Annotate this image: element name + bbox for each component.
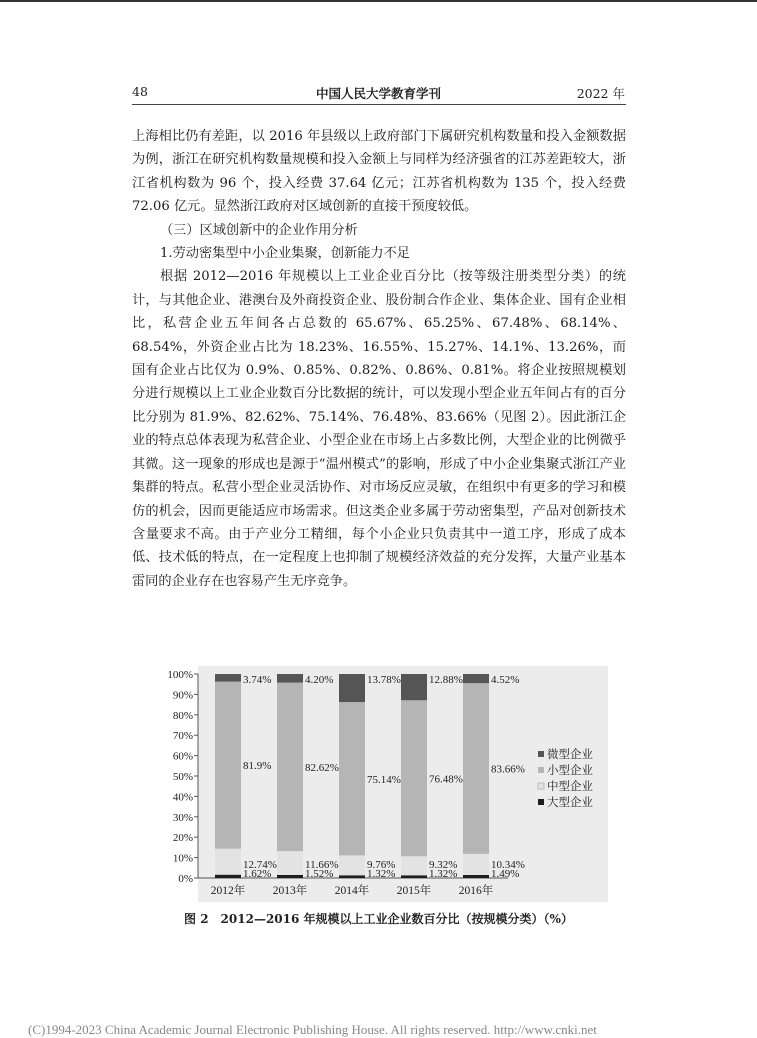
data-label: 4.52% [491, 674, 520, 686]
data-label: 9.32% [429, 859, 458, 871]
article-body [132, 125, 626, 593]
legend-swatch [538, 767, 544, 773]
page-number: 48 [132, 84, 148, 99]
bar-segment [215, 875, 241, 878]
y-tick-label: 10% [172, 852, 193, 865]
bar-segment [401, 700, 427, 856]
bar-segment [277, 683, 303, 852]
y-tick-label: 100% [167, 669, 193, 681]
data-label: 75.14% [367, 773, 401, 786]
stacked-bar-chart [160, 666, 608, 902]
data-label: 83.66% [491, 763, 525, 776]
data-label: 12.74% [243, 859, 277, 871]
bar-segment [339, 702, 365, 855]
x-tick-label: 2014年 [334, 885, 370, 897]
paragraph-2: 根据 2012—2016 年规模以上工业企业百分比（按等级注册类型分类）的统计，与其他企业、港澳台及外商投资企业、股份制合作企业、集体企业、国有企业相比，私营企业五年间各占总数的 65.67%、65.25%、67.48%、68.14%、68.54%，外资企业占比为 18.23%、16.55%、15.27%、14.1%、13.26%，而国有企业占比仅为 0.9%、0.85%、0.82%、0.86%、0.81%。将企业按照规模划分进行规模以上工业企业数百分比数据的统计，可以发现小型企业五年间占有的百分比分别为 81.9%、82.62%、75.14%、76.48%、83.66%（见图 2）。因此浙江企业的特点总体表现为私营企业、小型企业在市场上占多数比例，大型企业的比例微乎其微。这一现象的形成也是源于“温州模式”的影响，形成了中小企业集聚式浙江产业集群的特点。私营小型企业灵活协作、对市场反应灵敏，在组织中有更多的学习和模仿的机会，因而更能适应市场需求。但这类企业多属于劳动密集型，产品对创新技术含量要求不高。由于产业分工精细，每个小企业只负责其中一道工序，形成了成本低、技术低的特点，在一定程度上也抑制了规模经济效益的充分发挥，大量产业基本雷同的企业存在也容易产生无序竞争。 [132, 269, 626, 589]
data-label: 76.48% [429, 773, 463, 786]
data-label: 1.52% [305, 868, 334, 880]
header-rule [132, 104, 626, 105]
data-label: 3.74% [243, 674, 272, 686]
section-heading: （三）区域创新中的企业作用分析 [160, 222, 358, 238]
bar-segment [339, 855, 365, 875]
y-tick-label: 60% [172, 750, 193, 763]
paragraph-1: 上海相比仍有差距，以 2016 年县级以上政府部门下属研究机构数量和投入金额数据为例，浙江在研究机构数量规模和投入金额上与同样为经济强省的江苏差距较大，浙江省机构数为 96 个，投入经费 37.64 亿元；江苏省机构数为 135 个，投入经费 72.06 亿元。显然浙江政府对区域创新的直接干预度较低。 [132, 129, 626, 215]
subsection-heading: 1.劳动密集型中小企业集聚，创新能力不足 [160, 246, 410, 262]
data-label: 12.88% [429, 674, 463, 686]
bar-segment [463, 875, 489, 878]
bar-segment [339, 674, 365, 702]
bar-segment [215, 674, 241, 682]
top-border [0, 0, 757, 2]
data-label: 10.34% [491, 859, 525, 871]
bar-segment [215, 849, 241, 875]
data-label: 1.32% [367, 868, 396, 880]
legend-swatch [538, 783, 544, 789]
bar-segment [463, 683, 489, 854]
x-tick-label: 2012年 [210, 885, 246, 897]
y-tick-label: 30% [172, 811, 193, 824]
legend-label: 微型企业 [547, 749, 593, 761]
bar-segment [215, 682, 241, 849]
data-label: 4.20% [305, 674, 334, 686]
data-label: 11.66% [305, 859, 339, 871]
figure-caption: 图 2 2012—2016 年规模以上工业企业数百分比（按规模分类）（%） [184, 912, 573, 926]
data-label: 13.78% [367, 674, 401, 686]
y-tick-label: 80% [172, 709, 193, 722]
bar-segment [339, 875, 365, 878]
bar-segment [277, 875, 303, 878]
legend-label: 大型企业 [547, 797, 593, 809]
legend-swatch [538, 751, 544, 757]
legend-swatch [538, 799, 544, 805]
y-tick-label: 0% [178, 873, 193, 885]
bar-segment [463, 854, 489, 875]
bar-segment [401, 674, 427, 700]
data-label: 9.76% [367, 859, 396, 871]
data-label: 1.49% [491, 868, 520, 880]
y-tick-label: 50% [172, 771, 193, 783]
data-label: 82.62% [305, 761, 339, 774]
legend-label: 小型企业 [547, 765, 593, 777]
issue-year: 2022 年 [576, 86, 625, 101]
bar-segment [401, 856, 427, 875]
bar-segment [277, 851, 303, 875]
bar-segment [463, 674, 489, 683]
y-tick-label: 90% [172, 689, 193, 702]
x-tick-label: 2016年 [458, 885, 494, 897]
data-label: 81.9% [243, 760, 272, 773]
bar-segment [277, 674, 303, 683]
copyright-footer: (C)1994-2023 China Academic Journal Electronic Publishing House. All rights reserved. http://www.cnki.net [28, 1022, 597, 1037]
data-label: 1.32% [429, 868, 458, 880]
y-tick-label: 70% [172, 730, 193, 743]
data-label: 1.62% [243, 868, 272, 880]
bar-segment [401, 875, 427, 878]
journal-title: 中国人民大学教育学刊 [315, 86, 441, 101]
y-tick-label: 20% [172, 832, 193, 845]
x-tick-label: 2013年 [272, 885, 308, 897]
legend-label: 中型企业 [547, 781, 593, 793]
y-tick-label: 40% [172, 791, 193, 804]
x-tick-label: 2015年 [396, 885, 432, 897]
